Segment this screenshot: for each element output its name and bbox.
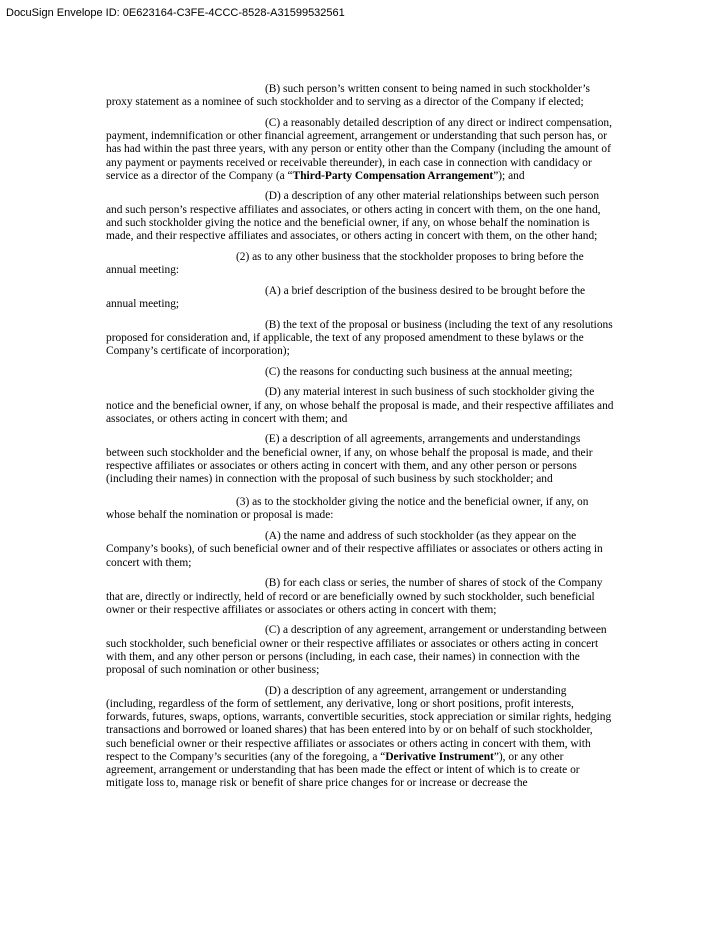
paragraph-1-d: (D) a description of any other material relationships between such person and such person’s respective affiliates and associates, or others acting in concert with them, on the one hand, and such stockholder giving the notice and the beneficial owner, if any, on whose behalf the nomination is made, and their respective affiliates and associates, or others acting in concert with them, on the other hand; bbox=[106, 190, 601, 243]
paragraph-3-d: (D) a description of any agreement, arrangement or understanding (including, regardless of the form of settlement, any derivative, long or short positions, profit interests, forwards, futures, swaps, options, warrants, convertible securities, stock appreciation or similar rights, hedging transactions and borrowed or loaned shares) that has been entered into by or on behalf of such stockholder, such beneficial owner or their respective affiliates or associates or others acting in concert with them, with respect to the Company’s securities (any of the foregoing, a “Derivative Instrument”), or any other agreement, arrangement or understanding that has been made the effect or intent of which is to create or mitigate loss to, manage risk or benefit of share price changes for or increase or decrease the bbox=[106, 684, 612, 790]
paragraph-1-c: (C) a reasonably detailed description of any direct or indirect compensation, payment, indemnification or other financial agreement, arrangement or understanding that such person has, or has had within the past three years, with any person or entity other than the Company (including the amount of any payment or payments received or receivable thereunder), in each case in connection with candidacy or service as a director of the Company (a “Third-Party Compensation Arrangement”); and bbox=[106, 116, 612, 182]
paragraph-2-d: (D) any material interest in such business of such stockholder giving the notice and the beneficial owner, if any, on whose behalf the proposal is made, and their respective affiliates and associates, or others acting in concert with them; and bbox=[106, 386, 614, 425]
document-body bbox=[106, 83, 614, 798]
paragraph-2-a: (A) a brief description of the business desired to be brought before the annual meeting; bbox=[106, 284, 586, 310]
defined-term: Third-Party Compensation Arrangement bbox=[292, 169, 494, 182]
paragraph-3-b: (B) for each class or series, the number of shares of stock of the Company that are, directly or indirectly, held of record or are beneficially owned by such stockholder, such beneficial owner or their respective affiliates or associates or others acting in concert with them; bbox=[106, 577, 603, 616]
paragraph-2-b: (B) the text of the proposal or business (including the text of any resolutions proposed for consideration and, if applicable, the text of any proposed amendment to these bylaws or the Company’s certificate of incorporation); bbox=[106, 318, 613, 357]
paragraph-1-b: (B) such person’s written consent to being named in such stockholder’s proxy statement as a nominee of such stockholder and to serving as a director of the Company if elected; bbox=[106, 83, 590, 109]
defined-term: Derivative Instrument bbox=[385, 750, 494, 763]
paragraph-3: (3) as to the stockholder giving the notice and the beneficial owner, if any, on whose behalf the nomination or proposal is made: bbox=[106, 496, 589, 522]
paragraph-2-e: (E) a description of all agreements, arrangements and understandings between such stockholder and the beneficial owner, if any, on whose behalf the proposal is made, and their respective affiliates or associates or others acting in concert with them, and any other person or persons (including their names) in connection with the proposal of such business by such stockholder; and bbox=[106, 433, 593, 486]
paragraph-2-c: (C) the reasons for conducting such business at the annual meeting; bbox=[265, 365, 573, 378]
docusign-envelope-id: DocuSign Envelope ID: 0E623164-C3FE-4CCC-8528-A31599532561 bbox=[6, 7, 345, 19]
paragraph-3-c: (C) a description of any agreement, arrangement or understanding between such stockholder, such beneficial owner or their respective affiliates or associates or others acting in concert with them, and any other person or persons (including, in each case, their names) in connection with the proposal of such nomination or other business; bbox=[106, 624, 607, 677]
paragraph-2: (2) as to any other business that the stockholder proposes to bring before the annual meeting: bbox=[106, 250, 584, 276]
paragraph-3-a: (A) the name and address of such stockholder (as they appear on the Company’s books), of such beneficial owner and of their respective affiliates or associates or others acting in concert with them; bbox=[106, 530, 603, 569]
